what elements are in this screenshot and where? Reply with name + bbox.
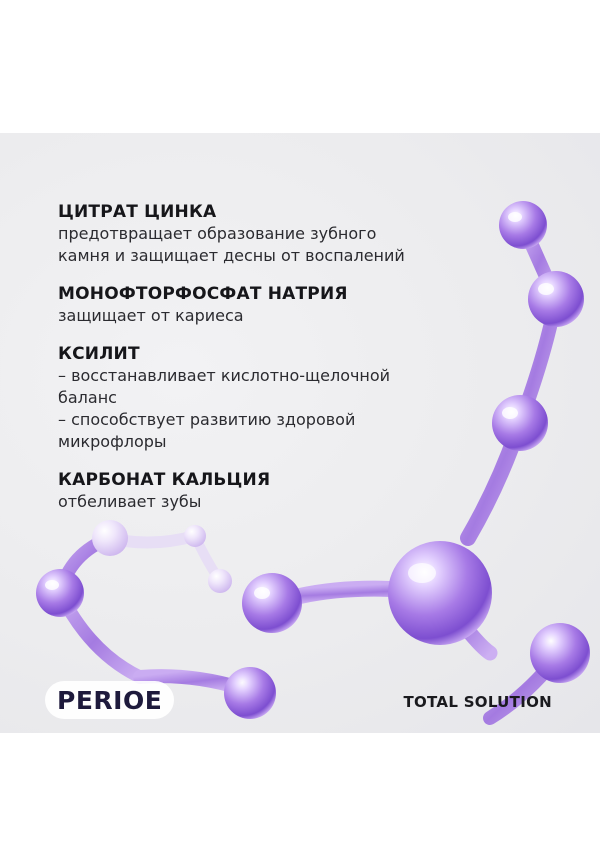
molecule-atom [224,667,276,719]
molecule-atom [36,569,84,617]
brand-logo: PERIOE [57,685,163,715]
ingredient-description: – способствует развитию здоровой [58,410,356,429]
molecule-atom [499,201,547,249]
ingredient-description: камня и защищает десны от воспалений [58,246,405,265]
ingredient-description: микрофлоры [58,432,167,451]
ingredient-zinc-citrate [58,201,488,267]
ingredient-description: отбеливает зубы [58,492,202,511]
ingredient-description: предотвращает образование зубного [58,224,377,243]
molecule-atom [242,573,302,633]
ingredient-xylitol [58,343,488,453]
brand-logo-badge [45,681,174,719]
ingredient-title: КАРБОНАТ КАЛЬЦИЯ [58,470,271,490]
ingredient-sodium-monofluorophosphate [58,283,488,327]
molecule-atom [388,541,492,645]
ingredient-title: КСИЛИТ [58,344,140,364]
brand-tagline: TOTAL SOLUTION [403,693,552,711]
molecule-atom [208,569,232,593]
ingredient-title: ЦИТРАТ ЦИНКА [58,202,217,222]
ingredient-description: защищает от кариеса [58,306,244,325]
ingredient-calcium-carbonate [58,469,488,513]
molecule-atom [528,271,584,327]
molecule-atom [530,623,590,683]
ingredients-list [58,201,488,529]
ingredients-panel [0,133,600,733]
ingredient-description: – восстанавливает кислотно-щелочной [58,366,391,385]
molecule-atom [492,395,548,451]
ingredient-title: МОНОФТОРФОСФАТ НАТРИЯ [58,284,348,304]
ingredient-description: баланс [58,388,117,407]
